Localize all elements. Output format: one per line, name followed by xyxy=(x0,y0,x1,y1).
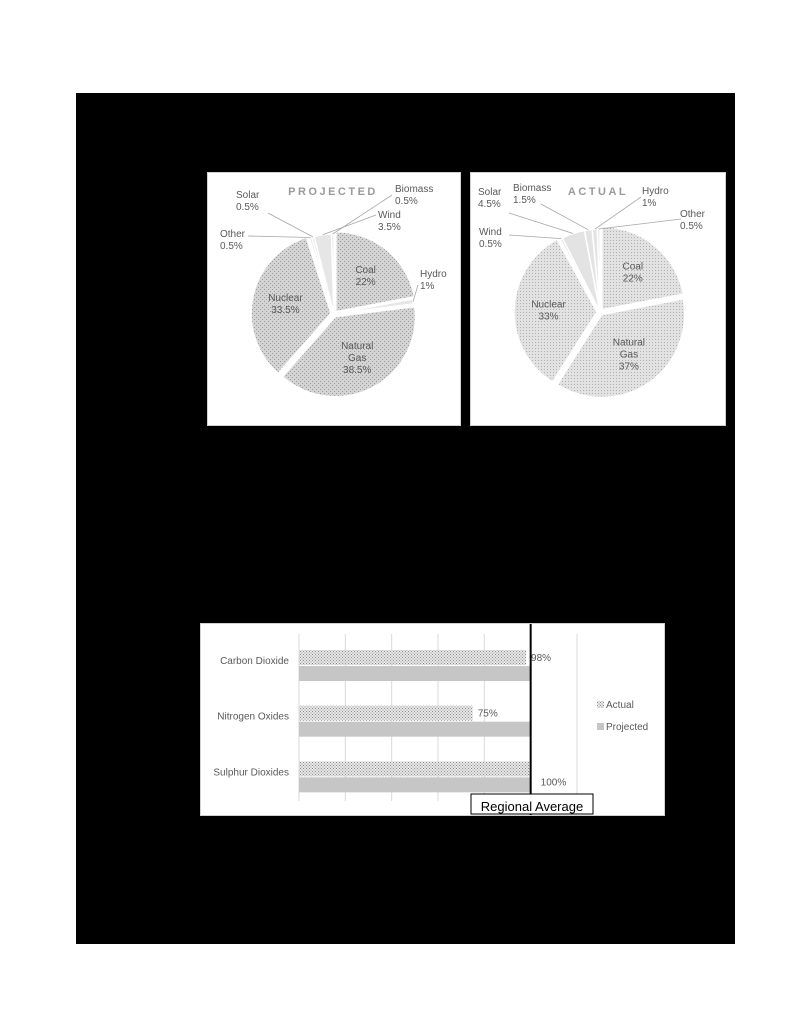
slice-label-coal: Coal 22% xyxy=(355,264,376,288)
projected-pie-chart xyxy=(207,172,461,426)
slice-label-solar: Solar 0.5% xyxy=(236,190,260,213)
legend-swatch-actual xyxy=(597,701,604,708)
slice-label-hydro: Hydro 1% xyxy=(642,186,669,209)
bar-actual-nitrogen-oxides xyxy=(299,706,473,721)
leader-line-other xyxy=(248,236,310,238)
bar-actual-carbon-dioxide xyxy=(299,650,526,665)
legend-swatch-projected xyxy=(597,723,604,730)
actual-title: ACTUAL xyxy=(567,186,629,198)
projected-title: PROJECTED xyxy=(288,186,378,198)
slice-label-natural-gas: Natural Gas 38.5% xyxy=(341,340,374,376)
data-label-nitrogen-oxides: 75% xyxy=(477,708,498,720)
category-label-nitrogen-oxides: Nitrogen Oxides xyxy=(217,711,289,723)
slice-label-wind: Wind 3.5% xyxy=(378,210,401,233)
data-label-sulphur-dioxides: 100% xyxy=(540,777,567,789)
data-label-carbon-dioxide: 98% xyxy=(531,653,552,664)
slice-label-biomass: Biomass 0.5% xyxy=(395,184,434,207)
category-label-carbon-dioxide: Carbon Dioxide xyxy=(220,656,289,667)
category-label-sulphur-dioxides: Sulphur Dioxides xyxy=(213,767,289,779)
slice-label-hydro: Hydro 1% xyxy=(420,269,447,292)
slice-label-coal: Coal 22% xyxy=(622,261,644,285)
legend-label-projected: Projected xyxy=(606,722,649,733)
leader-line-solar xyxy=(268,213,313,237)
emissions-bar-chart xyxy=(200,623,665,816)
regional-average-label: Regional Average xyxy=(480,799,584,814)
leader-line-biomass xyxy=(541,204,588,230)
slice-label-natural-gas: Natural Gas 37% xyxy=(612,337,646,373)
slice-label-biomass: Biomass 1.5% xyxy=(513,183,552,206)
slice-label-other: Other 0.5% xyxy=(220,229,246,252)
leader-line-wind xyxy=(323,215,376,235)
leader-line-wind xyxy=(509,235,561,239)
leader-line-other xyxy=(599,219,681,229)
actual-pie-chart xyxy=(470,172,726,426)
slice-label-wind: Wind 0.5% xyxy=(479,227,502,250)
slice-label-solar: Solar 4.5% xyxy=(478,187,502,210)
bar-projected-sulphur-dioxides xyxy=(299,777,531,792)
bar-projected-carbon-dioxide xyxy=(299,666,531,681)
legend-label-actual: Actual xyxy=(606,700,634,711)
bar-projected-nitrogen-oxides xyxy=(299,722,531,737)
slice-label-other: Other 0.5% xyxy=(680,209,706,232)
bar-actual-sulphur-dioxides xyxy=(299,761,531,776)
slice-label-nuclear: Nuclear 33% xyxy=(531,299,566,323)
slice-label-nuclear: Nuclear 33.5% xyxy=(268,292,303,316)
